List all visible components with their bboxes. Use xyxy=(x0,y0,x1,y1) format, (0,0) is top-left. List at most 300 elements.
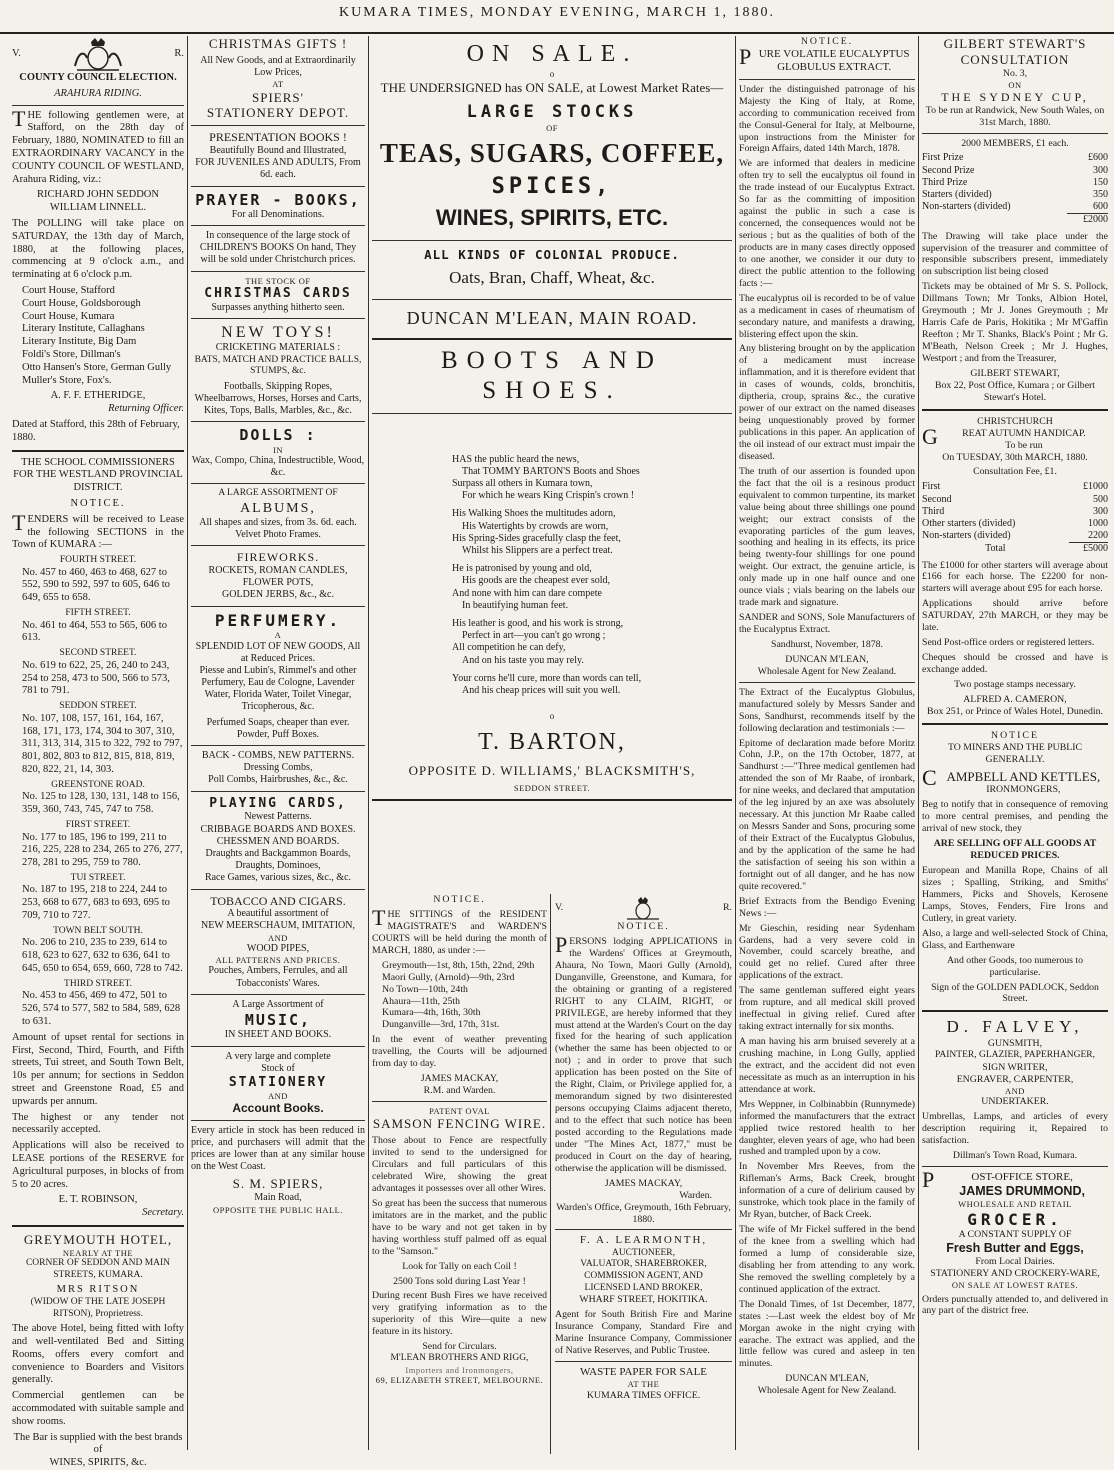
undertaker: UNDERTAKER. xyxy=(981,1095,1049,1107)
on-sale-title: ON SALE. xyxy=(466,41,638,67)
column-4 xyxy=(555,895,732,1450)
perfumed-soaps: Perfumed Soaps, cheaper than ever. Powder, Puff Boxes. xyxy=(206,716,350,740)
campbell-also: Also, a large and well-selected Stock of China, Glass, and Earthenware xyxy=(922,927,1108,951)
table-row xyxy=(922,177,1108,189)
fresh-butter: Fresh Butter and Eggs, xyxy=(946,1241,1084,1256)
learmonth-wharf: WHARF STREET, HOKITIKA. xyxy=(579,1294,708,1306)
column-6 xyxy=(922,36,1108,1452)
all-patterns: ALL PATTERNS AND PRICES. xyxy=(215,955,341,966)
perfumery-body: Piesse and Lubin's, Rimmel's and other Perfumery, Eau de Cologne, Lavender Water, Florida Water, Toilet Vinegar, Tricopherous, &c. xyxy=(199,664,357,713)
eucalyptus-agent-name-2: DUNCAN M'LEAN, xyxy=(785,1373,869,1385)
local-dairies: From Local Dairies. xyxy=(975,1256,1055,1268)
street-sections: No. 619 to 622, 25, 26, 240 to 243, 254 to 258, 473 to 500, 566 to 573, 781 to 791. xyxy=(22,659,170,697)
royal-crest-icon xyxy=(623,895,663,921)
christchurch: CHRISTCHURCH xyxy=(977,415,1053,427)
prize-value: 300 xyxy=(1093,164,1108,176)
christmas-sub: All New Goods, and at Extraordinarily Low Prices, xyxy=(200,54,356,79)
firework-item: GOLDEN JERBS, &c., &c. xyxy=(222,589,334,601)
dillman-road: Dillman's Town Road, Kumara. xyxy=(952,1149,1078,1161)
stationery-depot: STATIONERY DEPOT. xyxy=(206,105,350,121)
eucalyptus-sandhurst: Sandhurst, November, 1878. xyxy=(771,638,883,650)
street-name: THIRD STREET. xyxy=(64,978,132,989)
street-sections: No. 457 to 460, 463 to 468, 627 to 552, 590 to 592, 597 to 605, 646 to 649, 655 to 658. xyxy=(22,566,170,604)
street-name: SECOND STREET. xyxy=(59,648,137,659)
polling-place: Literary Institute, Big Dam xyxy=(22,336,137,348)
drawing: The Drawing will take place under the supervision of the treasurer and committee of responsible subscribers present, immediately on subscription list being closed xyxy=(922,230,1108,278)
eucalyptus-notice: NOTICE. xyxy=(800,36,854,47)
painter: PAINTER, GLAZIER, PAPERHANGER, xyxy=(934,1050,1096,1061)
table-row xyxy=(922,201,1108,214)
consultation: CONSULTATION xyxy=(960,51,1070,67)
sign-writer: SIGN WRITER, xyxy=(982,1061,1048,1073)
constant-supply: A CONSTANT SUPPLY OF xyxy=(958,1229,1072,1241)
column-rule xyxy=(735,36,736,1450)
poem-line: And his cheap prices will suit you well. xyxy=(462,684,621,696)
hotel-commercial: Commercial gentlemen can be accommodated with suitable sample and show rooms. xyxy=(12,1390,184,1427)
toy-item: Footballs, Skipping Ropes, xyxy=(223,380,333,392)
wire-importers: Importers and Ironmongers, xyxy=(405,1364,514,1375)
presentation-books: PRESENTATION BOOKS ! xyxy=(209,130,347,145)
wardens-notice-body: PERSONS lodging APPLICATIONS in the Wardens' Offices at Greymouth, Ahaura, No Town, Maori Gully (Arnold), Dunganville, Greenstone, and Kumara, for the obtaining or granting of a registered RIGHT to any CLAIM, RIGHT, or PRIVILEGE, are hereby informed that they must attend at the Warden's Court on the day fixed for the hearing of such application (whether the same has been objected to or not) ; and in order to prove that such application has been posted on the Site of the Right, Claim, or Privilege applied for, a memorandum signed by two disinterested persons occupying Claims adjacent thereto, and to the effect that such notice has been posted according to the Regulations made under "The Mines Act, 1877," must be produced in Court on the day of hearing, otherwise the application will be dismissed. xyxy=(555,931,732,1174)
polling-place: Muller's Store, Fox's. xyxy=(22,374,112,386)
prize-value: 350 xyxy=(1093,189,1108,201)
poem-line: For which he wears King Crispin's crown ! xyxy=(462,490,635,502)
playing-cards: PLAYING CARDS, xyxy=(209,795,347,811)
election-polling: The POLLING will take place on SATURDAY, the 13th day of March, 1880, at the following places, commencing at 9 o'clock a.m., and terminating at 6 o'clock p.m. xyxy=(12,217,184,281)
poem-line: He is patronised by young and old, xyxy=(452,563,592,575)
street-sections: No. 177 to 185, 196 to 199, 211 to 216, 225, 228 to 234, 265 to 276, 277, 278, 281 to 295, 759 to 780. xyxy=(22,831,183,869)
eucalyptus-agent-title: Wholesale Agent for New Zealand. xyxy=(757,665,897,677)
wholesale-retail: WHOLESALE AND RETAIL xyxy=(958,1199,1072,1210)
hotel-nearly: NEARLY AT THE xyxy=(62,1247,134,1258)
game-item: Draughts, Dominoes, xyxy=(235,860,321,872)
table-row xyxy=(922,152,1108,164)
sitting: Kumara—4th, 16th, 30th xyxy=(382,1007,481,1019)
lowest-rates: ON SALE AT LOWEST RATES. xyxy=(951,1280,1079,1291)
pouches: Pouches, Ambers, Ferrules, and all Tobacconists' Wares. xyxy=(208,965,348,989)
polling-places xyxy=(12,285,184,387)
game-item: CHESSMEN AND BOARDS. xyxy=(216,835,340,847)
masthead: KUMARA TIMES, MONDAY EVENING, MARCH 1, 1880. xyxy=(0,0,1114,34)
street-name: FIFTH STREET. xyxy=(65,608,131,619)
column-5 xyxy=(739,36,915,1452)
hotel-corner: CORNER OF SEDDON AND MAIN STREETS, KUMARA. xyxy=(25,1258,171,1280)
campbell-goods: European and Manilla Rope, Chains of all sizes ; Spalling, Striking, and Smiths' Hammers, Picks and Shovels, Kerosene Lamps, Stoves, Fenders, Fire Irons and Cutlery, in great variety. xyxy=(922,865,1108,924)
table-row xyxy=(922,506,1108,518)
selling-off: ARE SELLING OFF ALL GOODS AT REDUCED PRICES. xyxy=(933,838,1097,862)
meerschaum: NEW MEERSCHAUM, IMITATION, xyxy=(200,920,355,932)
prize-label: Non-starters (divided) xyxy=(922,201,1011,213)
game-item: Draughts and Backgammon Boards, xyxy=(205,847,351,859)
prize-value: 600 xyxy=(1093,201,1108,213)
eucalyptus-paragraph: Any blistering brought on by the application of a medicament must increase inflammation, and it is therefore evident that in cases of wounds, colds, bronchitis, diptheria, croup, sprains &c., the curative power of our extract on the named diseases being unquestionably proved by former publications in this paper. An application of the oil instead of our extract must impair the diseased. xyxy=(739,343,915,462)
average: The £1000 for other starters will average about £166 for each horse. The £2200 for non-starters will average about £95 for each horse. xyxy=(922,559,1108,595)
poll-combs: Poll Combs, Hairbrushes, &c., &c. xyxy=(208,774,348,786)
cameron-signature: ALFRED A. CAMERON, xyxy=(963,693,1067,705)
poem-line: His Spring-Sides gracefully clasp the feet, xyxy=(452,532,621,544)
dolls-in: IN xyxy=(273,444,283,455)
toy-item: Kites, Tops, Balls, Marbles, &c., &c. xyxy=(204,405,352,417)
prize-value: 2200 xyxy=(1088,530,1108,542)
prize-total: £2000 xyxy=(1067,214,1108,227)
courts-notice-title: NOTICE. xyxy=(433,894,486,905)
opposite-hall: OPPOSITE THE PUBLIC HALL. xyxy=(213,1204,343,1215)
table-row xyxy=(922,481,1108,493)
post-office-store: POST-OFFICE STORE, xyxy=(922,1166,1073,1192)
gilbert-signature: GILBERT STEWART, xyxy=(970,367,1060,379)
christmas-cards: CHRISTMAS CARDS xyxy=(204,285,352,301)
polling-place: Literary Institute, Callaghans xyxy=(22,323,145,335)
sitting: Maori Gully, (Arnold)—9th, 23rd xyxy=(382,971,515,983)
wines-spirits: WINES, SPIRITS, ETC. xyxy=(435,204,669,230)
orders-punctually: Orders punctually attended to, and delivered in any part of the district free. xyxy=(922,1293,1108,1317)
barton-poem xyxy=(372,418,732,697)
election-riding: ARAHURA RIDING. xyxy=(54,87,142,99)
courts-notice xyxy=(372,894,547,1388)
sheet-books: IN SHEET AND BOOKS. xyxy=(224,1029,332,1041)
poem-line: His Watertights by crowds are worn, xyxy=(462,520,609,532)
prize-total: £5000 xyxy=(1069,543,1108,556)
stationery-and: AND xyxy=(268,1090,288,1101)
school-signature: E. T. ROBINSON, xyxy=(58,1194,138,1206)
prize-label: Starters (divided) xyxy=(922,189,992,201)
spiers-signature: S. M. SPIERS, xyxy=(232,1176,324,1192)
juveniles: FOR JUVENILES AND ADULTS, From 6d. each. xyxy=(195,157,361,181)
eucalyptus-paragraph: Brief Extracts from the Bendigo Evening News :— xyxy=(739,895,915,919)
wardens-title: Warden. xyxy=(679,1189,712,1201)
perfumery-sub: SPLENDID LOT OF NEW GOODS, All at Reduced Prices. xyxy=(195,640,361,664)
column-2 xyxy=(191,36,365,1452)
hotel-wines: WINES, SPIRITS, &c. xyxy=(49,1457,147,1469)
account-books: Account Books. xyxy=(232,1101,324,1116)
falvey-and: AND xyxy=(1005,1085,1025,1096)
wire-address: 69, ELIZABETH STREET, MELBOURNE. xyxy=(375,1375,544,1386)
wardens-office: Warden's Office, Greymouth, 16th February, 1880. xyxy=(556,1201,731,1225)
stationery-crockery: STATIONERY AND CROCKERY-WARE, xyxy=(930,1268,1100,1280)
wire-tons: 2500 Tons sold during Last Year ! xyxy=(393,1275,526,1287)
velvet-frames: Velvet Photo Frames. xyxy=(235,529,321,541)
wardens-notice-title: NOTICE. xyxy=(617,921,670,932)
street-name: SEDDON STREET. xyxy=(59,701,137,712)
eucalyptus-paragraph: The Extract of the Eucalyptus Globulus, manufactured solely by Messrs Sander and Sons, Sandhurst, recommends itself by the following declaration and testimonials :— xyxy=(739,686,915,734)
school-highest: The highest or any tender not necessarily accepted. xyxy=(12,1111,184,1136)
cup-run: To be run at Randwick, New South Wales, on 31st March, 1880. xyxy=(925,104,1105,128)
prize-label: First Prize xyxy=(922,152,964,164)
cheques: Cheques should be crossed and have is exchange added. xyxy=(922,652,1108,676)
consultation-on: ON xyxy=(1008,79,1022,90)
send-orders: Send Post-office orders or registered letters. xyxy=(922,637,1095,649)
albums-sub: All shapes and sizes, from 3s. 6d. each. xyxy=(199,517,357,529)
firework-item: ROCKETS, ROMAN CANDLES, xyxy=(208,565,348,577)
duncan-mclean-main-road: DUNCAN M'LEAN, MAIN ROAD. xyxy=(406,307,698,328)
wire-body: Those about to Fence are respectfully invited to send to the undersigned for Circulars and full particulars of this celebrated Wire, showing the great advantages it possesses over all other Wires. xyxy=(372,1135,547,1194)
tobacco-sub: A beautiful assortment of xyxy=(227,908,329,920)
prize-value: £600 xyxy=(1088,152,1108,164)
column-rule xyxy=(550,894,551,1454)
table-row xyxy=(922,494,1108,506)
hotel-owner: MRS RITSON xyxy=(56,1284,140,1296)
prize-label: Other starters (divided) xyxy=(922,517,1016,529)
game-item: Race Games, various sizes, &c., &c. xyxy=(204,872,352,884)
poem-line: Perfect in art—you can't go wrong ; xyxy=(462,630,606,642)
courts-signature-title: R.M. and Warden. xyxy=(423,1085,496,1097)
oats-bran: Oats, Bran, Chaff, Wheat, &c. xyxy=(449,268,655,288)
eucalyptus-paragraph: Epitome of declaration made before Moritz Cohn, J.P., on the 17th October, 1877, at Sandhurst :—"Three medical gentlemen had attended the son of Mr Raabe, of ironbark, for nine weeks, and declared that amputation of the leg injured by an axe was absolutely necessary. At this junction Mr Raabe called on Messrs Sander and Sons, procuring some of their Extract of the Eucalyptus Globulus, and by the application of the same he had the satisfaction of seeing his son within a fortnight out of all danger, and he has now quite recovered." xyxy=(739,737,916,892)
presentation-sub: Beautifully Bound and Illustrated, xyxy=(209,144,347,156)
wood-pipes: WOOD PIPES, xyxy=(246,942,310,954)
street-sections: No. 453 to 456, 469 to 472, 501 to 526, 574 to 577, 582 to 584, 589, 628 to 631. xyxy=(22,990,181,1028)
table-row xyxy=(922,518,1108,530)
main-road: Main Road, xyxy=(254,1192,302,1204)
prize-label: Second Prize xyxy=(922,164,975,176)
table-row xyxy=(922,165,1108,177)
wire-send: Send for Circulars. xyxy=(422,1341,497,1353)
dolls: DOLLS : xyxy=(239,426,317,445)
dolls-sub: Wax, Compo, China, Indestructible, Wood, &c. xyxy=(191,455,365,479)
toy-item: Wheelbarrows, Horses, Horses and Carts, xyxy=(194,393,362,404)
ironmongers: IRONMONGERS, xyxy=(986,784,1061,796)
newest-patterns: Newest Patterns. xyxy=(244,811,312,823)
wire-tally: Look for Tally on each Coil ! xyxy=(402,1260,517,1272)
street-name: GREENSTONE ROAD. xyxy=(51,779,145,790)
hotel-widow: (WIDOW OF THE LATE JOSEPH RITSON), Proprietress. xyxy=(30,1297,166,1319)
school-reserve: Applications will also be received to LEASE portions of the RESERVE for Agricultural purposes, in blocks of from 5 to 20 acres. xyxy=(12,1140,184,1190)
gunsmith: GUNSMITH, xyxy=(987,1038,1043,1050)
christmas-at: AT xyxy=(272,79,284,90)
christmas-gifts-title: CHRISTMAS GIFTS ! xyxy=(208,36,348,51)
eucalyptus-agent-name: DUNCAN M'LEAN, xyxy=(785,653,869,665)
gilbert-box: Box 22, Post Office, Kumara ; or Gilbert Stewart's Hotel. xyxy=(934,379,1096,403)
learmonth-name: F. A. LEARMONTH, xyxy=(579,1234,708,1247)
courts-weather: In the event of weather preventing travelling, the Courts will be adjourned from day to day. xyxy=(372,1034,547,1070)
courts-signature: JAMES MACKAY, xyxy=(420,1073,499,1085)
eucalyptus-paragraph: Mr Gieschin, residing near Sydenham Gardens, had a very severe cold in November, could scarcely breathe, and could get no relief. Cured after three applications of the extract. xyxy=(739,922,915,982)
opposite-williams: OPPOSITE D. WILLIAMS,' BLACKSMITH'S, xyxy=(408,763,696,779)
golden-padlock: Sign of the GOLDEN PADLOCK, Seddon Street. xyxy=(931,981,1099,1005)
handicap-prizes xyxy=(922,481,1108,555)
courts-notice-body: THE SITTINGS of the RESIDENT MAGISTRATE'S and WARDEN'S COURTS will be held during the month of MARCH, 1880, as under :— xyxy=(372,904,547,956)
eucalyptus-paragraph: The wife of Mr Fickel suffered in the bend of the knee from a swelling which had formed a lump of considerable size, disabling her from attending to any work. She removed the swelling completely by a continued application of the extract. xyxy=(739,1224,915,1295)
eucalyptus-paragraph: Mrs Weppner, in Colbinabbin (Runnymede) informed the manufacturers that the extract applied twice restored health to her daughter, eleven years of age, who had been rushed and trampled upon by a cow. xyxy=(739,1098,915,1158)
polling-place: Foldi's Store, Dillman's xyxy=(22,348,121,360)
stock-of: THE STOCK OF xyxy=(245,275,311,286)
column-rule xyxy=(368,36,369,1450)
spices: SPICES, xyxy=(491,174,613,200)
wire-fires: During recent Bush Fires we have received very gratifying information as to the superiority of this Wire—quite a new feature in its history. xyxy=(372,1290,547,1338)
learmonth-auct: AUCTIONEER, xyxy=(611,1247,676,1258)
umbrellas: Umbrellas, Lamps, and articles of every description requiring it, Repaired to satisfaction. xyxy=(922,1110,1108,1146)
prize-label: Non-starters (divided) xyxy=(922,530,1011,542)
to-be-run: To be run xyxy=(1005,439,1043,451)
t-barton: T. BARTON, xyxy=(478,729,626,756)
eucalyptus-title: PURE VOLATILE EUCALYPTUS GLOBULUS EXTRACT. xyxy=(739,43,910,74)
stock-of-2: Stock of xyxy=(261,1062,295,1074)
eucalyptus-paragraph: SANDER and SONS, Sole Manufacturers of the Eucalyptus Extract. xyxy=(739,612,915,635)
eucalyptus-paragraph: We are informed that dealers in medicine often try to sell the eucalyptus oil found in the trade instead of our Eucalyptus Extract. So far as the committing of imposition against the public in such a case is concerned, the consequences would not be serious ; but as the qualities of both of the products are in many cases directly opposed to one another, we consider it our duty to direct the public attention to the following facts :— xyxy=(739,158,915,289)
albums-pre: A LARGE ASSORTMENT OF xyxy=(218,488,338,499)
firework-item: FLOWER POTS, xyxy=(242,577,314,589)
falvey-name: D. FALVEY, xyxy=(946,1017,1084,1037)
street-name: TOWN BELT SOUTH. xyxy=(53,925,143,936)
cards-sub: Surpasses anything hitherto seen. xyxy=(211,301,345,313)
school-notice: NOTICE. xyxy=(70,497,126,509)
perfumery-a: A xyxy=(274,630,282,641)
eucalyptus-paragraph: In November Mrs Reeves, from the Rifleman's Arms, Back Creek, brought information of a cure of delirium caused by sunstroke, which took place in the family of Mr Ryan, butcher, of Back Creek. xyxy=(739,1161,915,1221)
cricket-items: BATS, MATCH AND PRACTICE BALLS, STUMPS, &c. xyxy=(194,354,362,377)
cricket-title: CRICKETING MATERIALS : xyxy=(215,342,341,354)
seddon-street: SEDDON STREET. xyxy=(513,783,591,794)
column-3: ON SALE. o THE UNDERSIGNED has ON SALE, at Lowest Market Rates— LARGE STOCKS OF TEAS, SUGARS, COFFEE, SPICES, WINES, SPIRITS, ETC. ALL KINDS OF COLONIAL PRODUCE. Oats, Bran, Chaff, Wheat, &c. DUNCAN M'LEAN, MAIN ROAD. BOOTS AND SHOES. HAS the public heard the news, That TOMMY BARTON'S Boots and Shoes Surpass all others in Kumara town, For which he wears King Crispin's crown ! His Walking Shoes the multitudes adorn, His Watertights by crowds are worn, His Spring-Sides gracefully clasp the feet, Whilst his Slippers are a perfect treat. He is patronised by young and old, His goods are the cheapest ever sold, And none with him can dare compete In beautifying human feet. His leather is good, and his work is strong, Perfect in art—you can't go wrong ; All competition he can defy, And on his taste you may rely. Your corns he'll cure, more than words can tell, And his cheap prices will suit you well. o T. BARTON, OPPOSITE D. WILLIAMS,' BLACKSMITH'S, SEDDON STREET. NOTICE. THE SITTINGS of the RESIDENT MAGISTRATE'S and WARDEN'S COURTS will be held during the month of MARCH, 1880, as under :— Greymouth—1st, 8th, 15th, 22nd, 29th Maori Gully, (Arnold)—9th, 23rd No Town—10th, 24th Ahaura—11th, 25th Kumara—4th, 16th, 30th Dunganville—3rd, 17th, 31st. In the event of weather preventing travelling, the Courts will be adjourned from day to day. JAMES MACKAY, R.M. and Warden. PATENT OVAL SAMSON FENCING WIRE. Those about to Fence are respectfully invited to send to the undersigned for Circulars and full particulars of this celebrated Wire, showing the great advantages it possesses over all other Wires. So great has been the success that numerous imitators are in the market, and the public have to be wary and not get taken in by having worthless stuff palmed off as equal to the "Samson." Look for Tally on each Coil ! 2500 Tons sold during Last Year ! During recent Bush Fires we have received very gratifying information as to the superiority of this Wire—quite a new feature in its history. Send for Circulars. M'LEAN BROTHERS AND RIGG, Importers and Ironmongers, 69, ELIZABETH STREET, MELBOURNE. xyxy=(372,36,732,1452)
poem-line: In beautifying human feet. xyxy=(462,599,569,611)
autumn-handicap: GREAT AUTUMN HANDICAP. xyxy=(922,423,1086,449)
column-1 xyxy=(12,36,184,1469)
wardens-signature: JAMES MACKAY, xyxy=(604,1177,683,1189)
prize-label: Second xyxy=(922,493,952,505)
eucalyptus-paragraph: A man having his arm bruised severely at a crushing machine, in Long Gully, applied the extract, and the accident did not even necessitate as much as an interruption in his attendance at work. xyxy=(739,1036,915,1095)
albums: ALBUMS, xyxy=(240,500,316,516)
vr-r: R. xyxy=(174,47,184,59)
applications: Applications should arrive before SATURDAY, 27th MARCH, or they may be late. xyxy=(922,598,1108,634)
school-signature-title: Secretary. xyxy=(142,1207,184,1219)
poem-line: And none with him can dare compete xyxy=(452,587,602,599)
poem-line: His Walking Shoes the multitudes adorn, xyxy=(452,508,616,520)
sitting: No Town—10th, 24th xyxy=(382,983,468,995)
election-body: THE following gentlemen were, at Stafford, on the 28th day of February, 1880, NOMINATED to fill an EXTRAORDINARY VACANCY in the COUNTY COUNCIL OF WESTLAND, Arahura Riding, viz.: xyxy=(12,105,184,185)
large-stocks: LARGE STOCKS xyxy=(466,102,638,123)
sitting: Greymouth—1st, 8th, 15th, 22nd, 29th xyxy=(382,959,535,971)
dressing-combs: Dressing Combs, xyxy=(243,762,313,774)
miners-notice: NOTICE xyxy=(991,729,1039,741)
fireworks: FIREWORKS. xyxy=(236,550,320,565)
samson-wire-title: SAMSON FENCING WIRE. xyxy=(372,1116,547,1132)
to-miners: TO MINERS AND THE PUBLIC GENERALLY. xyxy=(947,741,1083,765)
prize-label: First xyxy=(922,481,941,493)
stamps: Two postage stamps necessary. xyxy=(954,678,1076,690)
spiers-name: SPIERS' xyxy=(252,89,304,105)
vr-r: R. xyxy=(723,902,732,914)
table-row xyxy=(922,543,1108,556)
prize-value: 1000 xyxy=(1088,517,1108,529)
school-upset: Amount of upset rental for sections in First, Second, Third, Fourth, and Fifth streets, Tui street, and South Town Belt, 10s per annum; for sections in Seddon street and Greenstone Road, £5 and upwards per annum. xyxy=(12,1031,184,1107)
poem-line: All competition he can defy, xyxy=(452,642,566,654)
teas-sugars-coffee: TEAS, SUGARS, COFFEE, xyxy=(379,138,725,169)
members: 2000 MEMBERS, £1 each. xyxy=(961,137,1069,149)
candidate: RICHARD JOHN SEDDON xyxy=(37,189,159,201)
cameron-box: Box 251, or Prince of Wales Hotel, Dunedin. xyxy=(927,705,1103,717)
poem-line: That TOMMY BARTON'S Boots and Shoes xyxy=(462,465,640,477)
returning-officer: A. F. F. ETHERIDGE, xyxy=(50,390,146,402)
eucalyptus-agent-title-2: Wholesale Agent for New Zealand. xyxy=(757,1385,897,1397)
table-row xyxy=(922,530,1108,543)
street-sections: No. 461 to 464, 553 to 565, 606 to 613. xyxy=(22,619,167,644)
tickets: Tickets may be obtained of Mr S. S. Pollock, Dillmans Town; Mr Tonks, Albion Hotel, Greymouth ; Mr J. Jones Greymouth ; Mr Harris Cafe de Paris, Hokitika ; Mr M'Gaffin Reefton ; Mr T. Shanks, Black's Point ; Mr G. M'Beath, Nelson Creek ; Mr J. Hughes, Westport ; and from the Treasurer, xyxy=(922,281,1108,364)
new-toys: NEW TOYS! xyxy=(221,323,335,341)
james-drummond: JAMES DRUMMOND, xyxy=(959,1183,1085,1198)
waste-at: AT THE xyxy=(627,1379,660,1390)
hotel-title: GREYMOUTH HOTEL, xyxy=(23,1231,173,1247)
gilbert-stewart: GILBERT STEWART'S xyxy=(943,36,1087,51)
hotel-bar: The Bar is supplied with the best brands of xyxy=(13,1431,183,1456)
back-combs: BACK - COMBS, NEW PATTERNS. xyxy=(201,750,355,761)
stationery: STATIONERY xyxy=(228,1074,328,1090)
prize-value: 500 xyxy=(1093,493,1108,505)
handicap-date: On TUESDAY, 30th MARCH, 1880. xyxy=(942,451,1088,463)
table-row xyxy=(922,189,1108,201)
patent-oval: PATENT OVAL xyxy=(429,1106,490,1116)
waste-paper: WASTE PAPER FOR SALE xyxy=(579,1365,708,1378)
polling-place: Court House, Stafford xyxy=(22,284,115,296)
consultation-fee: Consultation Fee, £1. xyxy=(973,466,1057,478)
street-sections: No. 107, 108, 157, 161, 164, 167, 168, 171, 173, 174, 304 to 307, 310, 311, 313, 314, 315 to 322, 792 to 797, 801, 802, 803 to 812, 815, 818, 819, 820, 822, 21, 14, 303. xyxy=(22,712,183,775)
school-body: TENDERS will be received to Lease the following SECTIONS in the Town of KUMARA :— xyxy=(12,509,184,551)
sitting: Dunganville—3rd, 17th, 31st. xyxy=(382,1019,500,1031)
polling-place: Court House, Kumara xyxy=(22,310,115,322)
prayer-books: PRAYER - BOOKS, xyxy=(195,190,361,209)
children-books: In consequence of the large stock of CHILDREN'S BOOKS On hand, They will be sold under Christchurch prices. xyxy=(199,229,357,266)
returning-officer-title: Returning Officer. xyxy=(108,403,184,415)
engraver: ENGRAVER, CARPENTER, xyxy=(956,1073,1074,1085)
eucalyptus-paragraph: Under the distinguished patronage of his Majesty the King of Italy, at Rome, according to communication received from the Consul-General for Italy, at Melbourne, upon instructions from the Minister for Foreign Affairs, dated 14th March, 1878. xyxy=(739,83,915,155)
prize-label: Third xyxy=(922,505,945,517)
eucalyptus-paragraph: The same gentleman suffered eight years from rupture, and all medical skill proved ineffectual in giving relief. Cured after taking extract internally for six months. xyxy=(739,985,915,1033)
street-sections: No. 187 to 195, 218 to 224, 244 to 253, 668 to 677, 683 to 693, 695 to 709, 710 to 727. xyxy=(22,884,170,922)
colonial-produce: ALL KINDS OF COLONIAL PRODUCE. xyxy=(424,246,680,262)
candidate: WILLIAM LINNELL. xyxy=(49,202,147,214)
campbell-kettles: CAMPBELL AND KETTLES, xyxy=(922,764,1101,790)
tobacco-cigars: TOBACCO AND CIGARS. xyxy=(210,893,346,908)
game-item: CRIBBAGE BOARDS AND BOXES. xyxy=(200,823,356,835)
perfumery: PERFUMERY. xyxy=(214,610,342,630)
wire-success: So great has been the success that numerous imitators are in the market, and the public have to be wary and not get taken in by having worthless stuff palmed off as equal to the "Samson." xyxy=(372,1197,547,1257)
consultation-no: No. 3, xyxy=(1002,67,1028,79)
prize-value: £1000 xyxy=(1083,481,1108,493)
campbell-beg: Beg to notify that in consequence of removing to more central premises, and pending the arrival of new stock, they xyxy=(922,799,1108,835)
campbell-other: And other Goods, too numerous to particularise. xyxy=(946,954,1084,978)
large-stocks-of: OF xyxy=(546,122,558,133)
boots-and-shoes: BOOTS AND SHOES. xyxy=(441,346,663,405)
polling-place: Otto Hansen's Store, German Gully xyxy=(22,361,172,373)
meerschaum-and: AND xyxy=(268,932,288,943)
prize-total-label: Total xyxy=(985,543,1006,555)
prize-value: 300 xyxy=(1093,505,1108,517)
wire-firm: M'LEAN BROTHERS AND RIGG, xyxy=(390,1353,529,1364)
vr-v: V. xyxy=(12,47,21,59)
poem-line: Whilst his Slippers are a perfect treat. xyxy=(462,545,613,557)
street-sections: No. 125 to 128, 130, 131, 148 to 156, 359, 360, 743, 745, 747 to 758. xyxy=(22,791,180,816)
music-pre: A Large Assortment of xyxy=(232,998,324,1010)
street-sections: No. 206 to 210, 235 to 239, 614 to 618, 623 to 627, 632 to 636, 641 to 645, 650 to 654, 659, 660, 728 to 742. xyxy=(22,937,183,975)
grocer: GROCER. xyxy=(967,1209,1063,1229)
eucalyptus-paragraph: The Donald Times, of 1st December, 1877, states :—Last week the eldest boy of Mr Morgan awoke in the night crying with earache. The extract was applied, and the little fellow was cured and asleep in ten minutes. xyxy=(739,1298,915,1370)
waste-office: KUMARA TIMES OFFICE. xyxy=(586,1389,701,1401)
sitting: Ahaura—11th, 25th xyxy=(382,995,460,1007)
poem-line: His leather is good, and his work is strong, xyxy=(452,617,624,629)
very-large: A very large and complete xyxy=(225,1050,331,1062)
vr-crest-2 xyxy=(555,895,732,921)
polling-place: Court House, Goldsborough xyxy=(22,297,141,309)
prize-label: Third Prize xyxy=(922,176,968,188)
sydney-cup: THE SYDNEY CUP, xyxy=(941,90,1089,105)
eucalyptus-paragraph: The truth of our assertion is founded upon the fact that the oil is a resinous product equivalent to common turpentine, its market value being about three shillings one pound weight; our extract consists of the evaporating particles of the gum leaves, soothing and healing in its effects, its price being twenty-four shillings for one pound weight. Our extract, the genuine article, is only made up in one half ounce and one ounce vials ; vials bearing on the labels our trade mark and signature. xyxy=(739,465,915,609)
table-row xyxy=(922,214,1108,227)
poem-line: His goods are the cheapest ever sold, xyxy=(462,575,611,587)
hotel-body: The above Hotel, being fitted with lofty and well-ventilated Bed and Sitting Rooms, offers every comfort and convenience to Boarders and Visitors generally. xyxy=(12,1323,184,1386)
school-title: THE SCHOOL COMMISSIONERS FOR THE WESTLAND PROVINCIAL DISTRICT. xyxy=(13,456,183,494)
every-article: Every article in stock has been reduced in price, and purchasers will admit that the prices are lower than at any similar house on the West Coast. xyxy=(191,1124,365,1173)
street-name: FOURTH STREET. xyxy=(59,555,137,566)
vr-crest xyxy=(12,36,184,72)
prize-value: 150 xyxy=(1093,176,1108,188)
